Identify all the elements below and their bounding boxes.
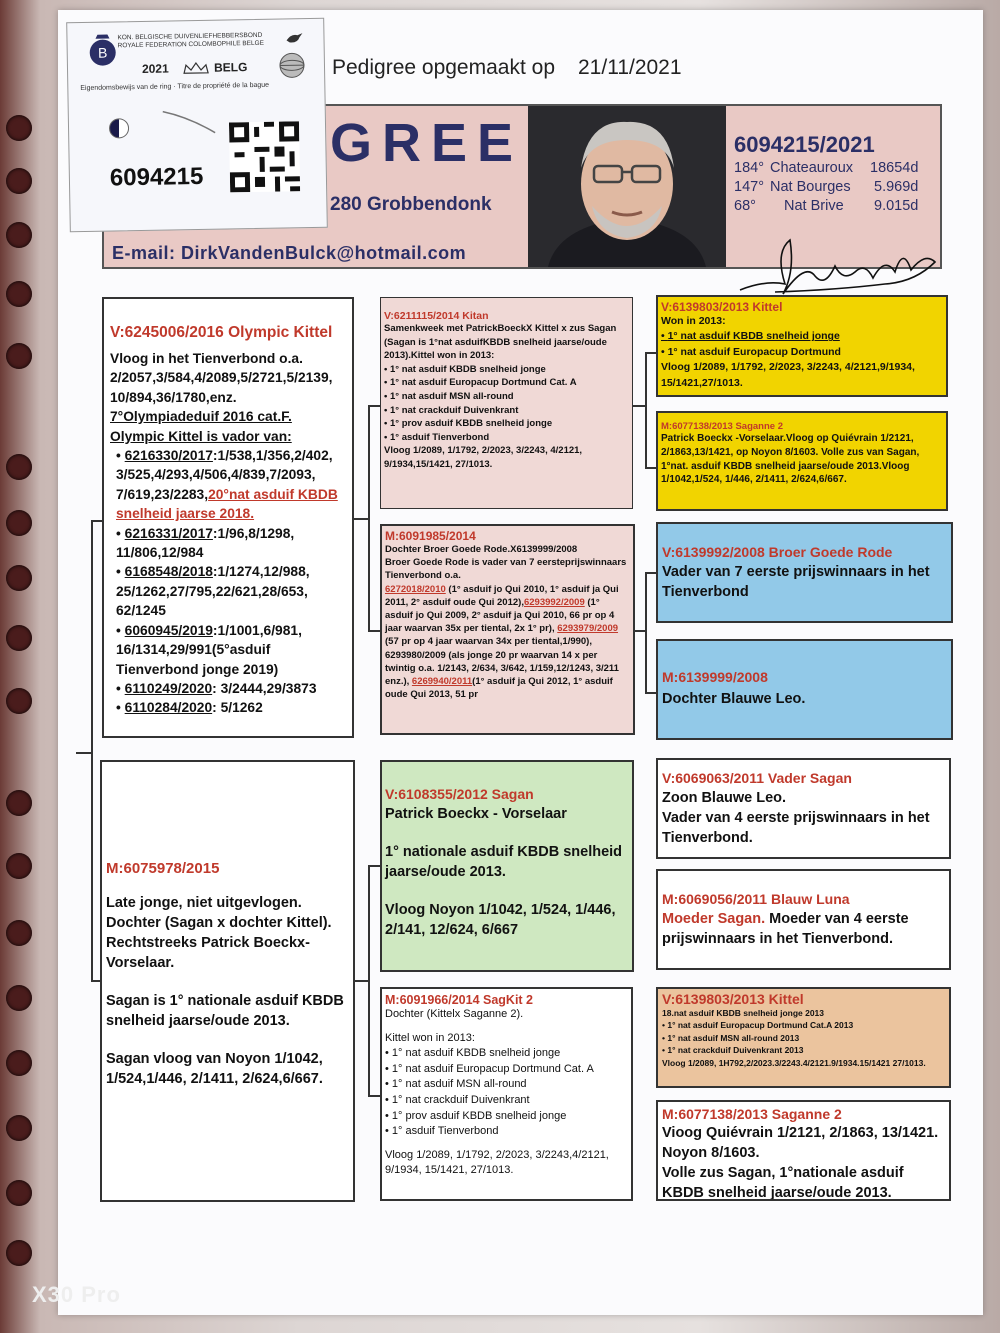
binder-hole: [6, 625, 32, 651]
dds-item: Vloog 1/2089, 1H792,2/2023.3/2243.4/2121.9/1934.15/1421 27/1013.: [662, 1057, 926, 1068]
dam-sire-text: Vloog Noyon 1/1042, 1/524, 1/446, 2/141, 12/624, 6/667: [385, 902, 616, 938]
sire-sire-intro: Samenkweek met PatrickBoeckX Kittel x zus Sagan (Sagan is 1°nat asduifKBDB snelheid jaarse/oude 2013).Kittel won in 2013:: [384, 323, 617, 362]
dam-paragraph: Sagan vloog van Noyon 1/1042, 1/524,1/446, 2/1411, 2/624,6/667.: [106, 1051, 323, 1087]
dam-dam-outro: Vloog 1/2089, 1/1792, 2/2023, 3/2243,4/2121, 9/1934, 15/1421, 27/1013.: [385, 1148, 609, 1177]
dsd-box: [656, 869, 951, 970]
result-race: Nat Bourges: [770, 179, 851, 195]
dam-title: M:6075978/2015: [106, 860, 220, 877]
sss-outro: Vloog 1/2089, 1/1792, 2/2023, 3/2243, 4/2121,9/1934, 15/1421,27/1013.: [661, 361, 915, 389]
sire-dam-title: M:6091985/2014: [385, 529, 476, 543]
result-value: 18654d: [870, 160, 919, 176]
sire-dam-offspring: 6272018/2010 (1° asduif jo Qui 2010, 1° asduif ja Qui 2011, 2° asduif oude Qui 2012),6293992/2009 (1° asduif jo Qui 2009, 2° asduif ja Qui 2010, 66 pr op 4 jaar waarvan 35x per tiental, 2x 1° pr), 6293979/2009 (57 pr op 4 jaar waarvan 34x per tiental,1/990), 6293980/2009 (als jonge 20 pr waarvan 14 x per twintig o.a. 1/2143, 2/634, 3/642, 1/159,12/1243, 3/211 enz.), 6269940/2011(1° asduif ja Qui 2012, 1° asduif oude Qui 2013, 51 pr: [385, 583, 619, 701]
binder-hole: [6, 510, 32, 536]
ring-card-number: 6094215: [109, 162, 204, 192]
camera-watermark: X30 Pro: [32, 1282, 121, 1307]
dam-dam-item: • 1° nat crackduif Duivenkrant: [385, 1093, 628, 1109]
binder-hole: [6, 115, 32, 141]
binder-hole: [6, 853, 32, 879]
ddd-text: Volle zus Sagan, 1°nationale asduif KBDB snelheid jaarse/oude 2013.: [662, 1165, 904, 1201]
dam-dam-item: • 1° asduif Tienverbond: [385, 1124, 628, 1140]
race-result: [734, 160, 919, 176]
owner-email: E-mail: DirkVandenBulck@hotmail.com: [112, 243, 467, 263]
ddd-text: Vioog Quiévrain 1/2121, 2/1863, 13/1421.: [662, 1125, 939, 1141]
tree-connector: [368, 865, 380, 867]
ddd-box: [656, 1100, 951, 1201]
result-value: 9.015d: [874, 198, 919, 214]
dam-sire-box: [380, 760, 634, 972]
dss-box: [656, 758, 951, 859]
dss-title: V:6069063/2011 Vader Sagan: [662, 770, 852, 786]
sire-sire-box: [380, 297, 633, 509]
sire-child: • 6110284/2020: 5/1262: [116, 700, 263, 716]
dam-dam-item: • 1° nat asduif Europacup Dortmund Cat. A: [385, 1062, 628, 1078]
result-race: Nat Brive: [784, 198, 844, 214]
ddd-text: Noyon 8/1603.: [662, 1145, 760, 1161]
binder-hole: [6, 565, 32, 591]
ring-ownership-card: [66, 18, 328, 232]
dam-dam-title: M:6091966/2014 SagKit 2: [385, 993, 534, 1007]
dsd-text: Moeder Sagan. Moeder van 4 eerste prijswinnaars in het Tienverbond.: [662, 911, 909, 947]
sire-box: [102, 297, 354, 738]
dds-item: • 1° nat asduif Europacup Dortmund Cat.A 2013: [662, 1020, 854, 1031]
result-place: 184°: [734, 160, 764, 176]
tree-connector: [91, 520, 93, 980]
tree-connector: [645, 572, 647, 692]
ring-year: 2021: [141, 61, 169, 76]
result-place: 68°: [734, 198, 756, 214]
binder-hole: [6, 1180, 32, 1206]
federation-name-nl: KON. BELGISCHE DUIVENLIEFHEBBERSBOND: [117, 31, 263, 42]
sss-box: [656, 295, 948, 397]
binder-hole: [6, 985, 32, 1011]
race-result: [734, 198, 919, 214]
ownership-label: Eigendomsbewijs van de ring · Titre de propriété de la bague: [80, 81, 270, 93]
tree-connector: [91, 520, 102, 522]
sss-won: Won in 2013:: [661, 315, 726, 327]
dam-paragraph: Late jonge, niet uitgevlogen. Dochter (Sagan x dochter Kittel). Rechtstreeks Patrick Boeckx-Vorselaar.: [106, 895, 332, 971]
tree-connector: [368, 405, 370, 630]
sire-sire-outro: Vloog 1/2089, 1/1792, 2/2023, 3/2243, 4/2121, 9/1934,15/1421, 27/1013.: [384, 445, 583, 470]
dam-box: [100, 760, 355, 1202]
sire-sire-item: • 1° nat asduif Europacup Dortmund Cat. A: [384, 376, 629, 390]
page-title: Pedigree opgemaakt op: [332, 56, 555, 79]
kbdb-logo-icon: [87, 32, 118, 69]
sire-child: • 6216330/2017:1/538,1/356,2/402, 3/525,4/293,4/506,4/839,7/2093, 7/619,23/2283,20°nat asduif KBDB snelheid jaarse 2018.: [116, 448, 338, 522]
wire-icon: [159, 105, 220, 136]
band-title: GREE: [330, 113, 524, 173]
sire-sire-item: • 1° nat asduif KBDB snelheid jonge: [384, 363, 629, 377]
sire-child: • 6216331/2017:1/96,8/1298, 11/806,12/984: [116, 525, 295, 561]
result-value: 5.969d: [874, 179, 919, 195]
sire-child: • 6060945/2019:1/1001,6/981, 16/1314,29/991(5°asduif Tienverbond jonge 2019): [116, 622, 302, 677]
binder-hole: [6, 1240, 32, 1266]
tree-connector: [645, 572, 656, 574]
tree-connector: [354, 980, 368, 982]
binder-hole: [6, 343, 32, 369]
binder-hole: [6, 688, 32, 714]
dam-dam-intro: Dochter (Kittelx Saganne 2).: [385, 1008, 524, 1020]
binder-hole: [6, 222, 32, 248]
dss-text: Vader van 4 eerste prijswinnaars in het Tienverbond.: [662, 810, 930, 846]
tree-connector: [368, 630, 380, 632]
page-date: 21/11/2021: [578, 56, 682, 79]
dam-sire-text: 1° nationale asduif KBDB snelheid jaarse/oude 2013.: [385, 844, 623, 880]
sire-sire-item: • 1° nat crackduif Duivenkrant: [384, 404, 629, 418]
dsd-title: M:6069056/2011 Blauw Luna: [662, 891, 850, 907]
svg-text:B: B: [97, 44, 108, 61]
tree-connector: [368, 1095, 380, 1097]
owner-address: 280 Grobbendonk: [330, 194, 492, 215]
sss-item: • 1° nat asduif Europacup Dortmund: [661, 345, 943, 360]
binder-hole: [6, 1050, 32, 1076]
sdd-box: [656, 639, 953, 740]
sds-box: [656, 522, 953, 623]
sire-sire-item: • 1° nat asduif MSN all-round: [384, 390, 629, 404]
binder-hole: [6, 454, 32, 480]
binder-hole: [6, 1115, 32, 1141]
globe-logo-icon: [264, 51, 320, 80]
sss-item: • 1° nat asduif KBDB snelheid jonge: [661, 329, 943, 344]
sire-sire-item: • 1° asduif Tienverbond: [384, 431, 629, 445]
dam-dam-won: Kittel won in 2013:: [385, 1031, 475, 1044]
sire-sire-item: • 1° prov asduif KBDB snelheid jonge: [384, 417, 629, 431]
tree-connector: [76, 752, 92, 754]
result-place: 147°: [734, 179, 764, 195]
ddd-title: M:6077138/2013 Saganne 2: [662, 1106, 842, 1122]
dds-item: • 1° nat asduif MSN all-round 2013: [662, 1032, 800, 1043]
sds-text: Vader van 7 eerste prijswinnaars in het Tienverbond: [662, 564, 930, 600]
crown-icon: [182, 61, 210, 75]
sire-child: • 6110249/2020: 3/2444,29/3873: [116, 680, 317, 696]
sire-line: Vloog in het Tienverbond o.a.: [110, 351, 303, 366]
dam-sire-title: V:6108355/2012 Sagan: [385, 786, 534, 802]
dam-dam-item: • 1° nat asduif KBDB snelheid jonge: [385, 1046, 628, 1062]
ssd-title: M:6077138/2013 Saganne 2: [661, 421, 783, 432]
dds-title: V:6139803/2013 Kittel: [662, 991, 804, 1007]
binder-hole: [6, 920, 32, 946]
dam-dam-box: [380, 987, 633, 1201]
tree-connector: [633, 405, 645, 407]
tree-connector: [645, 692, 656, 694]
sire-father-of: Olympic Kittel is vador van:: [110, 428, 292, 444]
race-result: [734, 179, 919, 195]
sdd-text: Dochter Blauwe Leo.: [662, 691, 806, 707]
binder-hole: [6, 281, 32, 307]
tree-connector: [645, 352, 656, 354]
pigeon-icon: [285, 31, 303, 45]
binder-hole: [6, 790, 32, 816]
dds-item: 18.nat asduif KBDB snelheid jonge 2013: [662, 1008, 825, 1018]
ring-number: 6094215/2021: [734, 132, 875, 157]
dam-sire-text: Patrick Boeckx - Vorselaar: [385, 806, 567, 822]
dam-dam-item: • 1° nat asduif MSN all-round: [385, 1077, 628, 1093]
tree-connector: [645, 467, 656, 469]
ssd-box: [656, 411, 948, 511]
binder-hole: [6, 168, 32, 194]
dds-box: [656, 987, 951, 1088]
sire-line: 10/894,36/1780,enz.: [110, 389, 237, 405]
tree-connector: [645, 352, 647, 467]
dam-dam-item: • 1° prov asduif KBDB snelheid jonge: [385, 1109, 628, 1125]
tree-connector: [354, 518, 368, 520]
sdd-title: M:6139999/2008: [662, 669, 768, 685]
sire-line: 2/2057,3/584,4/2089,5/2721,5/2139,: [110, 370, 333, 386]
tree-connector: [368, 865, 370, 1095]
federation-name-fr: ROYALE FEDERATION COLOMBOPHILE BELGE: [117, 39, 265, 50]
sds-title: V:6139992/2008 Broer Goede Rode: [662, 544, 893, 560]
sire-dam-box: [380, 524, 635, 735]
dam-paragraph: Sagan is 1° nationale asduif KBDB snelheid jaarse/oude 2013.: [106, 993, 344, 1029]
qr-code-icon: [229, 121, 300, 192]
sss-title: V:6139803/2013 Kittel: [661, 300, 783, 314]
sire-dam-text: Broer Goede Rode is vader van 7 eersteprijswinnaars Tienverbond o.a.: [385, 557, 627, 582]
tree-connector: [368, 405, 380, 407]
punch-hole: [109, 118, 129, 138]
owner-photo: [528, 106, 726, 267]
sire-dam-text: Dochter Broer Goede Rode.X6139999/2008: [385, 544, 578, 555]
ssd-text: Patrick Boeckx -Vorselaar.Vloog op Quiévrain 1/2121, 2/1863,13/1421, op Noyon 8/1603. Volle zus van Sagan, 1°nat. asduif KBDB snelheid jaarse/oude 2013.Vloog 1/1042,1/524, 1/446, 2/1411, 2/624,6/667.: [661, 433, 920, 486]
dds-item: • 1° nat crackduif Duivenkrant 2013: [662, 1045, 804, 1056]
result-race: Chateauroux: [770, 160, 854, 176]
sire-sire-title: V:6211115/2014 Kitan: [384, 310, 489, 322]
ring-country: BELG: [213, 60, 248, 75]
dss-text: Zoon Blauwe Leo.: [662, 790, 787, 806]
sire-title: V:6245006/2016 Olympic Kittel: [110, 324, 333, 341]
sire-olympiad: 7°Olympiadeduif 2016 cat.F.: [110, 409, 292, 425]
sire-child: • 6168548/2018:1/1274,12/988, 25/1262,27/795,22/621,28/653, 62/1245: [116, 564, 310, 619]
